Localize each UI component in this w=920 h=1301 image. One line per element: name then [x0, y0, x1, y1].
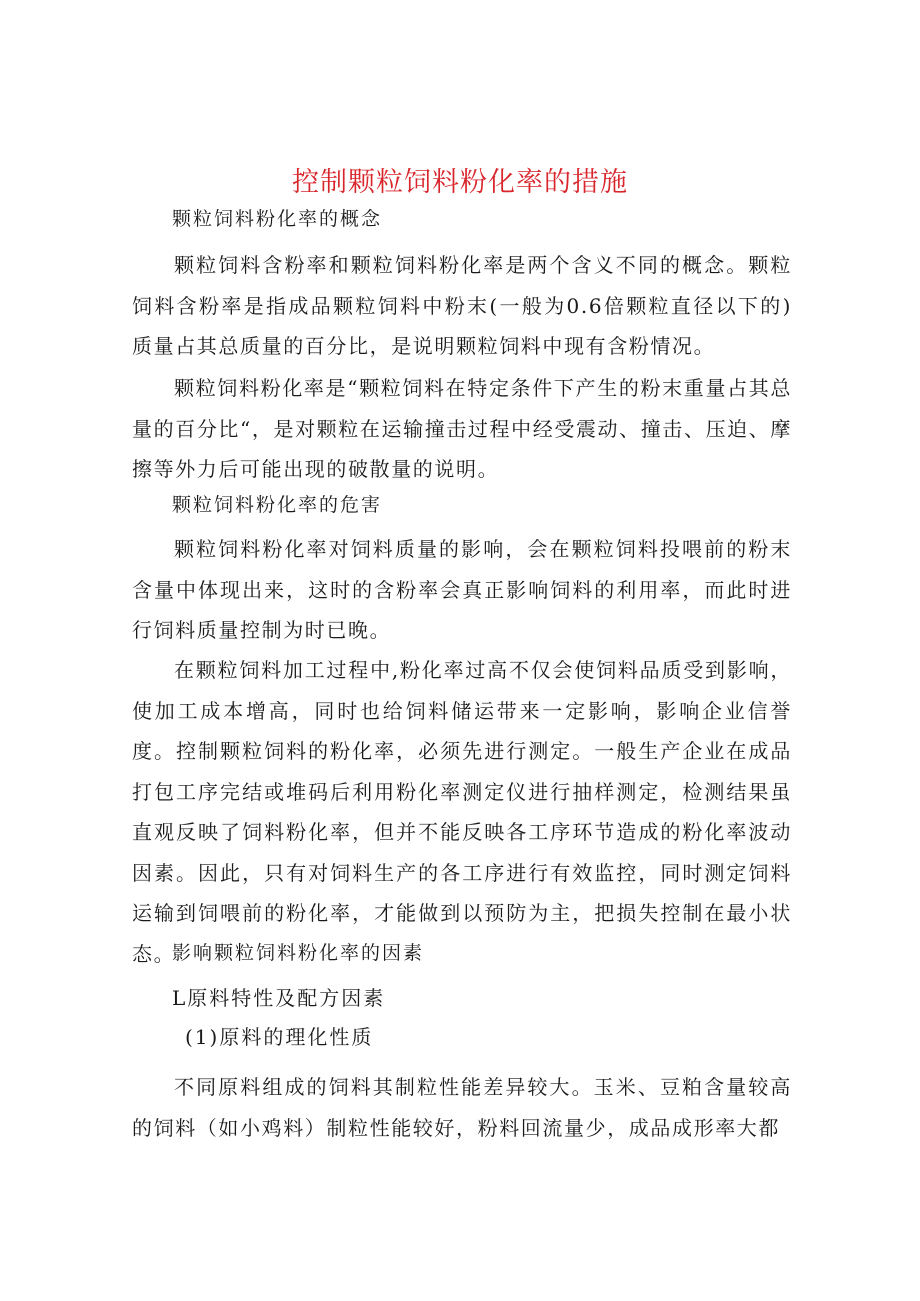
sub-item-physicochemical: (1)原料的理化性质: [185, 1025, 374, 1049]
paragraph-concept-1: 颗粒饲料含粉率和颗粒饲料粉化率是两个含义不同的概念。颗粒饲料含粉率是指成品颗粒饲料中粉末(一般为0.6倍颗粒直径以下的)质量占其总质量的百分比，是说明颗粒饲料中现有含粉情况。: [132, 253, 792, 358]
paragraph-harm-1: 颗粒饲料粉化率对饲料质量的影响，会在颗粒饲料投喂前的粉末含量中体现出来，这时的含粉率会真正影响饲料的利用率，而此时进行饲料质量控制为时已晚。: [132, 537, 792, 642]
paragraph-factors-1: 不同原料组成的饲料其制粒性能差异较大。玉米、豆粕含量较高的饲料（如小鸡料）制粒性能较好，粉料回流量少，成品成形率大都: [132, 1075, 792, 1140]
paragraph-concept-2: 颗粒饲料粉化率是“颗粒饲料在特定条件下产生的粉末重量占其总量的百分比“，是对颗粒在运输撞击过程中经受震动、撞击、压迫、摩擦等外力后可能出现的破散量的说明。: [132, 376, 792, 481]
section-heading-harm: 颗粒饲料粉化率的危害: [172, 494, 383, 516]
list-item-raw-material: L原料特性及配方因素: [172, 986, 386, 1010]
paragraph-harm-2: 在颗粒饲料加工过程中,粉化率过高不仅会使饲料品质受到影响，使加工成本增高，同时也给饲料储运带来一定影响，影响企业信誉度。控制颗粒饲料的粉化率，必须先进行测定。一般生产企业在成品打包工序完结或堆码后利用粉化率测定仪进行抽样测定，检测结果虽直观反映了饲料粉化率，但并不能反映各工序环节造成的粉化率波动因素。因此，只有对饲料生产的各工序进行有效监控，同时测定饲料运输到饲喂前的粉化率，才能做到以预防为主，把损失控制在最小状态。: [132, 658, 792, 966]
section-heading-factors: 影响颗粒饲料粉化率的因素: [172, 942, 425, 964]
document-title: 控制颗粒饲料粉化率的措施: [292, 167, 628, 198]
section-heading-concept: 颗粒饲料粉化率的概念: [172, 208, 383, 230]
